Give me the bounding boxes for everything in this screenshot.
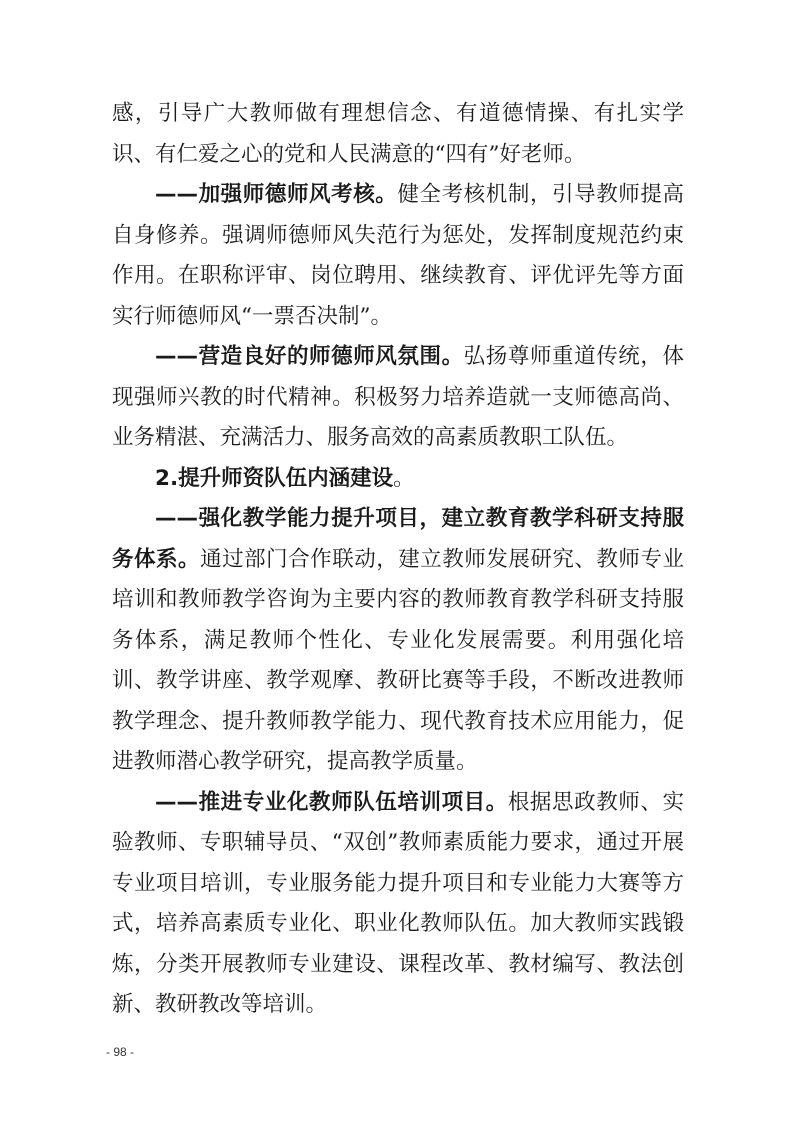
paragraph-6-heading: ——推进专业化教师队伍培训项目。 [155, 789, 508, 815]
paragraph-2 [112, 175, 684, 337]
paragraph-5-heading: ——强化教学能力提升项目，建立教育教学科研支持服务体系。 [112, 506, 684, 572]
paragraph-2-text: 健全考核机制，引导教师提高自身修养。强调师德师风失范行为惩处，发挥制度规范约束作用。在职称评审、岗位聘用、继续教育、评优评先等方面实行师德师风“一票否决制”。 [112, 182, 684, 329]
paragraph-6-text: 根据思政教师、实验教师、专职辅导员、“双创”教师素质能力要求，通过开展专业项目培训，专业服务能力提升项目和专业能力大赛等方式，培养高素质专业化、职业化教师队伍。加大教师实践锻炼，分类开展教师专业建设、课程改革、教材编写、教法创新、教研教改等培训。 [112, 789, 684, 1017]
paragraph-4 [112, 459, 684, 500]
section-heading-punct: 。 [393, 465, 415, 491]
document-body [112, 94, 684, 1026]
section-heading: 2.提升师资队伍内涵建设 [155, 465, 394, 491]
paragraph-3-heading: ——营造良好的师德师风氛围。 [155, 344, 464, 369]
paragraph-1 [112, 94, 684, 175]
paragraph-1-text: 感，引导广大教师做有理想信念、有道德情操、有扎实学识、有仁爱之心的党和人民满意的“四有”好老师。 [112, 101, 684, 167]
paragraph-6 [112, 783, 684, 1026]
paragraph-3-text: 弘扬尊师重道传统，体现强师兴教的时代精神。积极努力培养造就一支师德高尚、业务精湛、充满活力、服务高效的高素质教职工队伍。 [112, 344, 684, 450]
paragraph-5-text: 通过部门合作联动，建立教师发展研究、教师专业培训和教师教学咨询为主要内容的教师教育教学科研支持服务体系，满足教师个性化、专业化发展需要。利用强化培训、教学讲座、教学观摩、教研比赛等手段，不断改进教师教学理念、提升教师教学能力、现代教育技术应用能力，促进教师潜心教学研究，提高教学质量。 [112, 546, 684, 774]
paragraph-2-heading: ——加强师德师风考核。 [155, 182, 398, 207]
paragraph-3 [112, 337, 684, 459]
paragraph-5 [112, 499, 684, 783]
page-number: - 98 - [105, 1045, 134, 1059]
